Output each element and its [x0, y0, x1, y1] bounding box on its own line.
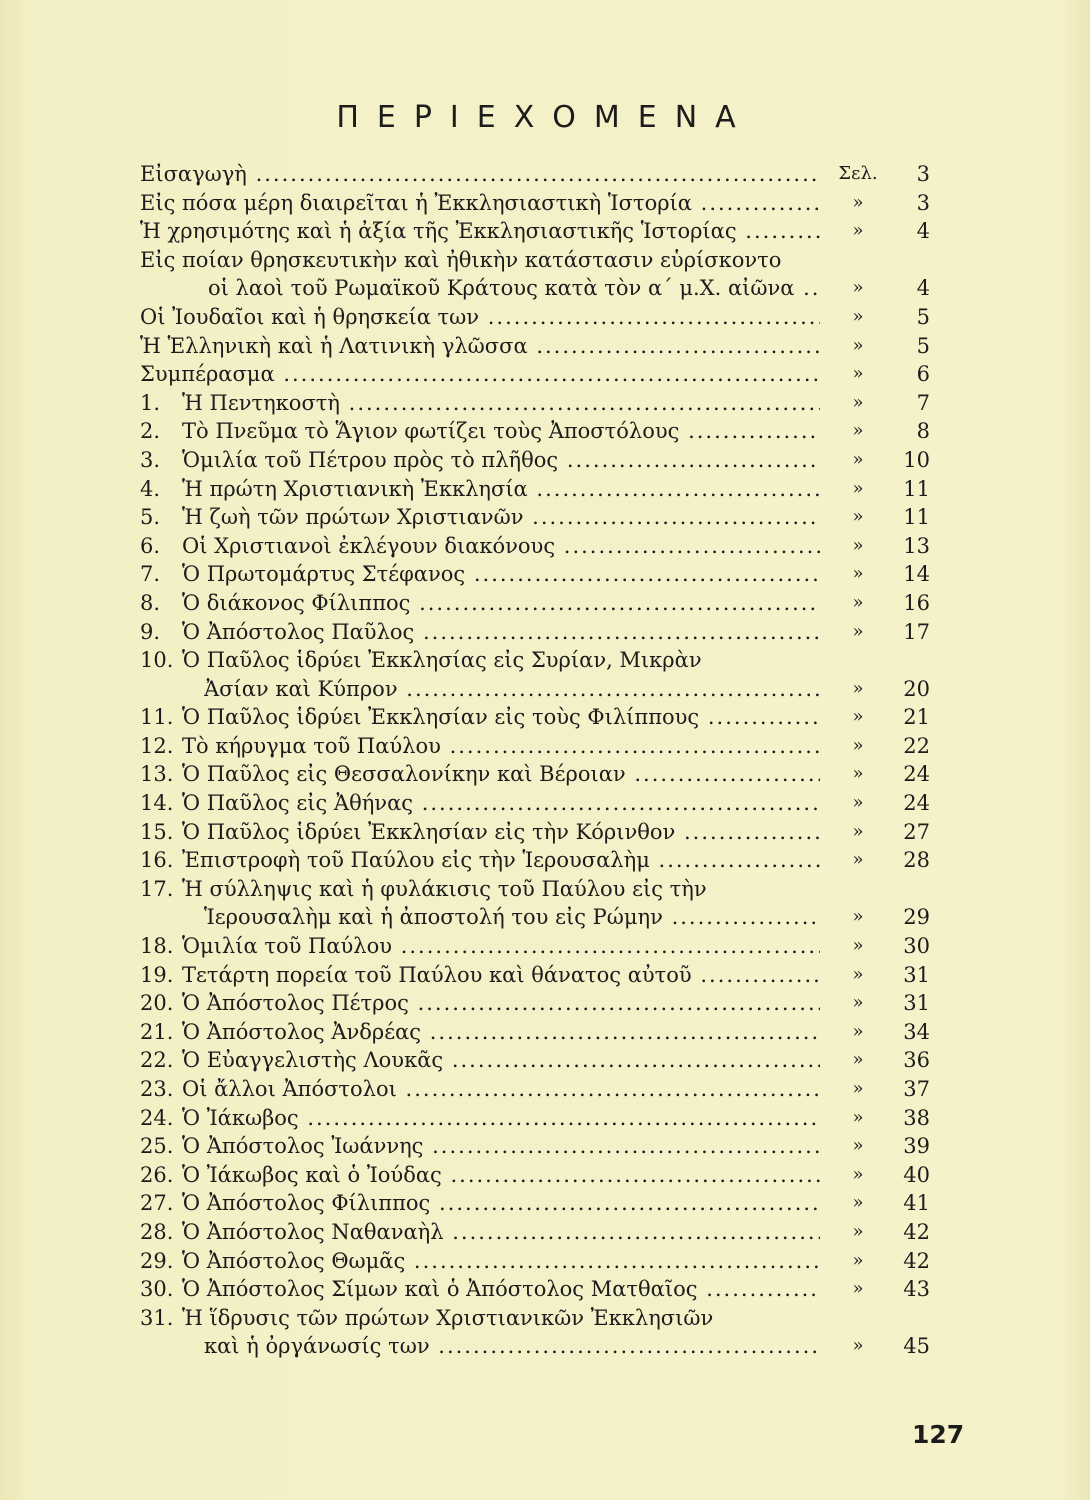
toc-entry [140, 1247, 930, 1276]
toc-entry [140, 961, 930, 990]
toc-entry-ditto-mark: » [852, 763, 864, 785]
toc-entry-number: 11. [140, 705, 174, 730]
toc-entry [140, 503, 930, 532]
toc-entry [140, 589, 930, 618]
toc-entry-number: 19. [140, 962, 174, 987]
toc-entry-ditto-mark: » [852, 792, 864, 814]
toc-entry [140, 475, 930, 504]
toc-entry [140, 1275, 930, 1304]
toc-entry-page: 7 [916, 390, 930, 415]
toc-entry-label: Εἰσαγωγὴ [140, 162, 247, 186]
toc-entry [140, 846, 930, 875]
toc-entry-ditto-mark: » [852, 448, 864, 470]
toc-entry-number: 3. [140, 447, 161, 472]
toc-entry [140, 875, 930, 904]
toc-entry-label: Τὸ κήρυγμα τοῦ Παύλου [182, 733, 441, 758]
toc-entry-title [182, 932, 820, 961]
toc-entry-page: 11 [903, 476, 930, 501]
toc-entry-page: 4 [916, 276, 930, 301]
toc-entry-label: Ἡ χρησιμότης καὶ ἡ ἀξία τῆς Ἐκκλησιαστικῆς Ἱστορίας [140, 219, 737, 244]
toc-entry-page: 45 [903, 1334, 930, 1359]
toc-entry [140, 1132, 930, 1161]
toc-entry-number: 10. [140, 648, 174, 673]
toc-entry-page: 24 [903, 791, 930, 816]
toc-entry [140, 389, 930, 418]
toc-entry [140, 1332, 930, 1361]
toc-entry-ditto-mark: » [852, 677, 864, 699]
toc-entry-number: 23. [140, 1077, 174, 1101]
toc-entry-title [182, 818, 820, 847]
toc-entry-number: 8. [140, 590, 161, 615]
toc-entry-title [182, 789, 820, 818]
toc-entry-page: 3 [916, 162, 930, 186]
toc-entry-ditto-mark: » [852, 477, 864, 499]
page-number: 127 [912, 1420, 965, 1449]
toc-entry-number: 20. [140, 991, 174, 1016]
toc-entry-ditto-mark: » [852, 591, 864, 613]
toc-entry-label: Ὁ Παῦλος ἱδρύει Ἐκκλησίαν εἰς τὴν Κόρινθον [182, 819, 676, 844]
toc-entry [140, 760, 930, 789]
toc-entry-title [182, 475, 820, 504]
toc-entry-ditto-mark: » [852, 820, 864, 842]
toc-entry-page: 38 [903, 1105, 930, 1130]
toc-entry-title [182, 961, 820, 990]
toc-entry-page: 16 [903, 590, 930, 615]
table-of-contents [140, 160, 930, 1361]
toc-entry [140, 989, 930, 1018]
toc-entry-title [182, 1304, 820, 1333]
toc-entry-label: Ἡ ζωὴ τῶν πρώτων Χριστιανῶν [182, 505, 524, 530]
toc-entry-ditto-mark: » [852, 563, 864, 585]
toc-entry-label: Ἡ πρώτη Χριστιανικὴ Ἐκκλησία [182, 476, 528, 501]
toc-entry-number: 15. [140, 819, 174, 844]
toc-entry-number: 25. [140, 1134, 174, 1159]
toc-entry-page: 31 [903, 991, 930, 1016]
toc-entry-number: 16. [140, 848, 174, 873]
toc-entry-label: Ὁ Ἀπόστολος Ἀνδρέας [182, 1019, 422, 1044]
toc-entry-label: Ἡ ἵδρυσις τῶν πρώτων Χριστιανικῶν Ἐκκλησιῶν [182, 1305, 714, 1330]
toc-entry-label: Ὁ Παῦλος εἰς Ἀθήνας [182, 791, 414, 816]
toc-entry-ditto-mark: » [852, 992, 864, 1014]
toc-entry-label: Ὁ Ἀπόστολος Ἰωάννης [182, 1134, 424, 1159]
toc-entry [140, 1104, 930, 1133]
toc-entry-ditto-mark: » [852, 191, 864, 213]
toc-entry [140, 446, 930, 475]
toc-entry-title [182, 1275, 820, 1304]
toc-entry-title [204, 1332, 820, 1361]
toc-entry-page: 17 [903, 619, 930, 644]
toc-entry-number: 26. [140, 1162, 174, 1187]
toc-entry-label: Ὁ Ἰάκωβος [182, 1105, 299, 1130]
toc-entry-label: Ὁμιλία τοῦ Πέτρου πρὸς τὸ πλῆθος [182, 447, 559, 472]
toc-entry-ditto-mark: » [852, 1078, 864, 1099]
toc-entry [140, 732, 930, 761]
toc-entry-label: Ὁ Ἀπόστολος Πέτρος [182, 991, 409, 1016]
toc-entry [140, 789, 930, 818]
toc-entry-page: 20 [903, 676, 930, 701]
page-title: ΠΕΡΙΕΧΟΜΕΝΑ [336, 100, 754, 135]
toc-entry-title [182, 417, 820, 446]
toc-entry-title [140, 332, 820, 361]
toc-entry-title [182, 1189, 820, 1218]
toc-entry-ditto-mark: » [852, 534, 864, 556]
toc-entry-title [208, 274, 820, 303]
toc-entry-ditto-mark: Σελ. [838, 163, 878, 184]
toc-entry-page: 34 [903, 1019, 930, 1044]
toc-entry-page: 14 [903, 562, 930, 587]
toc-entry-ditto-mark: » [852, 1192, 864, 1214]
toc-entry-ditto-mark: » [852, 1163, 864, 1185]
toc-entry [140, 932, 930, 961]
toc-entry [140, 903, 930, 932]
toc-entry-title [204, 675, 820, 704]
toc-entry-title [182, 532, 820, 561]
toc-entry-label: Οἱ Ἰουδαῖοι καὶ ἡ θρησκεία των [140, 304, 480, 329]
toc-entry-number: 29. [140, 1248, 174, 1273]
toc-entry-ditto-mark: » [852, 706, 864, 728]
toc-entry-number: 31. [140, 1305, 174, 1330]
toc-entry-title [182, 560, 820, 589]
toc-entry-title [182, 503, 820, 532]
toc-entry-page: 30 [903, 934, 930, 959]
toc-entry-title [182, 875, 820, 904]
toc-entry-ditto-mark: » [852, 506, 864, 528]
toc-entry-title [140, 189, 820, 218]
toc-entry-number: 14. [140, 791, 174, 816]
toc-entry-title [182, 1104, 820, 1133]
toc-entry-ditto-mark: » [852, 963, 864, 985]
toc-entry [140, 274, 930, 303]
toc-entry [140, 1304, 930, 1333]
toc-entry-ditto-mark: » [852, 1020, 864, 1042]
toc-entry-ditto-mark: » [852, 334, 864, 356]
toc-entry-title [182, 703, 820, 732]
toc-entry-label: Ἱερουσαλὴμ καὶ ἡ ἀποστολή του εἰς Ρώμην [204, 905, 663, 930]
toc-entry-label: Ἐπιστροφὴ τοῦ Παύλου εἰς τὴν Ἱερουσαλὴμ [182, 848, 650, 873]
toc-entry-label: Εἰς ποίαν θρησκευτικὴν καὶ ἠθικὴν κατάστασιν εὑρίσκοντο [140, 247, 782, 272]
toc-entry-label: Ὁ Ἀπόστολος Θωμᾶς [182, 1248, 406, 1273]
toc-entry-title [182, 646, 820, 675]
toc-entry-ditto-mark: » [852, 305, 864, 327]
toc-entry [140, 417, 930, 446]
toc-entry-number: 22. [140, 1048, 174, 1073]
toc-entry-title [182, 446, 820, 475]
toc-entry-title [182, 732, 820, 761]
toc-entry-title [140, 217, 820, 246]
toc-entry-label: Ὁ Ἀπόστολος Παῦλος [182, 619, 415, 644]
toc-entry-title [182, 1132, 820, 1161]
toc-entry [140, 246, 930, 275]
toc-entry-page: 28 [903, 848, 930, 873]
toc-entry [140, 675, 930, 704]
toc-entry-label: Ὁ Ἀπόστολος Φίλιππος [182, 1191, 431, 1216]
toc-entry-label: Ἡ Πεντηκοστὴ [182, 390, 340, 415]
toc-entry-page: 11 [903, 505, 930, 530]
toc-entry-label: Ὁ Πρωτομάρτυς Στέφανος [182, 562, 466, 587]
toc-entry [140, 1046, 930, 1075]
toc-entry-title [182, 989, 820, 1018]
toc-entry-ditto-mark: » [852, 620, 864, 642]
toc-entry-page: 37 [903, 1077, 930, 1101]
toc-entry-title [182, 1247, 820, 1276]
toc-entry-ditto-mark: » [852, 935, 864, 957]
toc-entry-ditto-mark: » [852, 734, 864, 756]
toc-entry-label: Τετάρτη πορεία τοῦ Παύλου καὶ θάνατος αὐτοῦ [182, 962, 692, 987]
toc-entry-title [182, 760, 820, 789]
toc-entry-title [182, 589, 820, 618]
toc-entry-page: 39 [903, 1134, 930, 1159]
toc-entry-number: 24. [140, 1105, 174, 1130]
toc-entry [140, 160, 930, 189]
toc-entry-label: Εἰς πόσα μέρη διαιρεῖται ἡ Ἐκκλησιαστικὴ Ἱστορία [140, 190, 692, 215]
toc-entry-label: Ὁ Ἀπόστολος Ναθαναὴλ [182, 1219, 444, 1244]
toc-entry-title [182, 1161, 820, 1190]
toc-entry-title [182, 389, 820, 418]
toc-entry-title [140, 360, 820, 389]
toc-entry-label: οἱ λαοὶ τοῦ Ρωμαϊκοῦ Κράτους κατὰ τὸν α΄ μ.Χ. αἰῶνα [208, 276, 795, 301]
toc-entry [140, 818, 930, 847]
toc-entry-label: Οἱ ἄλλοι Ἀπόστολοι [182, 1077, 397, 1101]
toc-entry-label: Ἀσίαν καὶ Κύπρον [204, 676, 398, 701]
toc-entry-page: 43 [903, 1277, 930, 1302]
toc-entry-number: 27. [140, 1191, 174, 1216]
toc-entry-ditto-mark: » [852, 1249, 864, 1271]
toc-entry-ditto-mark: » [852, 363, 864, 385]
toc-entry-ditto-mark: » [852, 1049, 864, 1071]
toc-entry-number: 1. [140, 390, 161, 415]
toc-entry-page: 22 [903, 733, 930, 758]
toc-entry-label: Ὁ Παῦλος ἱδρύει Ἐκκλησίαν εἰς τοὺς Φιλίππους [182, 705, 700, 730]
toc-entry-title [182, 846, 820, 875]
toc-entry-page: 42 [903, 1248, 930, 1273]
toc-entry-ditto-mark: » [852, 906, 864, 928]
toc-entry-page: 42 [903, 1219, 930, 1244]
toc-entry-title [204, 903, 820, 932]
toc-entry-page: 27 [903, 819, 930, 844]
toc-entry-label: Τὸ Πνεῦμα τὸ Ἅγιον φωτίζει τοὺς Ἀποστόλους [182, 419, 680, 444]
toc-entry [140, 646, 930, 675]
toc-entry [140, 532, 930, 561]
toc-entry-page: 41 [903, 1191, 930, 1216]
toc-entry-label: Ἡ Ἑλληνικὴ καὶ ἡ Λατινικὴ γλῶσσα [140, 333, 528, 358]
toc-entry-number: 30. [140, 1277, 174, 1302]
toc-entry-ditto-mark: » [852, 1106, 864, 1128]
toc-entry-page: 6 [916, 362, 930, 387]
toc-entry [140, 1189, 930, 1218]
toc-entry-title [140, 246, 820, 275]
toc-entry [140, 1075, 930, 1104]
toc-entry-label: Ὁμιλία τοῦ Παύλου [182, 934, 393, 959]
toc-entry-page: 31 [903, 962, 930, 987]
toc-entry-number: 13. [140, 762, 174, 787]
toc-entry-page: 21 [903, 705, 930, 730]
toc-entry-ditto-mark: » [852, 1135, 864, 1157]
toc-entry-label: Ἡ σύλληψις καὶ ἡ φυλάκισις τοῦ Παύλου εἰς τὴν [182, 876, 707, 901]
toc-entry [140, 1161, 930, 1190]
toc-entry-title [182, 1018, 820, 1047]
toc-entry [140, 189, 930, 218]
toc-entry-page: 8 [916, 419, 930, 444]
toc-entry-label: Συμπέρασμα [140, 362, 275, 387]
toc-entry-title [182, 1046, 820, 1075]
toc-entry-page: 36 [903, 1048, 930, 1073]
toc-entry-ditto-mark: » [852, 1278, 864, 1300]
toc-entry-label: Ὁ Εὐαγγελιστὴς Λουκᾶς [182, 1048, 444, 1073]
toc-entry-title [140, 160, 820, 189]
toc-entry-ditto-mark: » [852, 1220, 864, 1242]
toc-entry-label: Ὁ διάκονος Φίλιππος [182, 590, 411, 615]
toc-entry [140, 560, 930, 589]
toc-entry-number: 17. [140, 876, 174, 901]
toc-entry-label: Ὁ Παῦλος ἱδρύει Ἐκκλησίας εἰς Συρίαν, Μικρὰν [182, 648, 702, 673]
toc-entry-label: Ὁ Ἰάκωβος καὶ ὁ Ἰούδας [182, 1162, 442, 1187]
toc-entry-number: 6. [140, 533, 161, 558]
toc-entry-title [182, 1075, 820, 1104]
toc-entry-page: 40 [903, 1162, 930, 1187]
toc-entry-page: 24 [903, 762, 930, 787]
toc-entry-title [182, 1218, 820, 1247]
toc-entry-number: 18. [140, 934, 174, 959]
toc-entry-number: 4. [140, 476, 161, 501]
toc-entry-page: 4 [916, 219, 930, 244]
toc-entry-label: Οἱ Χριστιανοὶ ἐκλέγουν διακόνους [182, 533, 556, 558]
toc-entry [140, 332, 930, 361]
toc-entry-ditto-mark: » [852, 420, 864, 442]
toc-entry-ditto-mark: » [852, 277, 864, 299]
toc-entry-label: καὶ ἡ ὀργάνωσίς των [204, 1334, 430, 1359]
toc-entry [140, 217, 930, 246]
toc-entry [140, 360, 930, 389]
toc-entry-label: Ὁ Παῦλος εἰς Θεσσαλονίκην καὶ Βέροιαν [182, 762, 626, 787]
toc-entry-page: 10 [903, 447, 930, 472]
toc-entry-number: 12. [140, 733, 174, 758]
toc-entry-number: 21. [140, 1019, 174, 1044]
toc-entry [140, 303, 930, 332]
toc-entry-ditto-mark: » [852, 391, 864, 413]
toc-entry-ditto-mark: » [852, 220, 864, 242]
toc-entry-number: 28. [140, 1219, 174, 1244]
toc-entry [140, 1218, 930, 1247]
toc-entry-label: Ὁ Ἀπόστολος Σίμων καὶ ὁ Ἀπόστολος Ματθαῖος [182, 1277, 698, 1302]
toc-entry-number: 2. [140, 419, 161, 444]
toc-entry-page: 5 [916, 333, 930, 358]
toc-entry-title [182, 618, 820, 647]
toc-entry-title [140, 303, 820, 332]
toc-entry-page: 13 [903, 533, 930, 558]
toc-entry-page: 5 [916, 304, 930, 329]
toc-entry-page: 3 [916, 190, 930, 215]
toc-entry [140, 1018, 930, 1047]
toc-entry-number: 7. [140, 562, 161, 587]
toc-entry-number: 9. [140, 619, 161, 644]
toc-entry-ditto-mark: » [852, 1335, 864, 1357]
toc-entry [140, 703, 930, 732]
toc-entry-page: 29 [903, 905, 930, 930]
toc-entry-number: 5. [140, 505, 161, 530]
toc-entry-ditto-mark: » [852, 849, 864, 871]
toc-entry [140, 618, 930, 647]
